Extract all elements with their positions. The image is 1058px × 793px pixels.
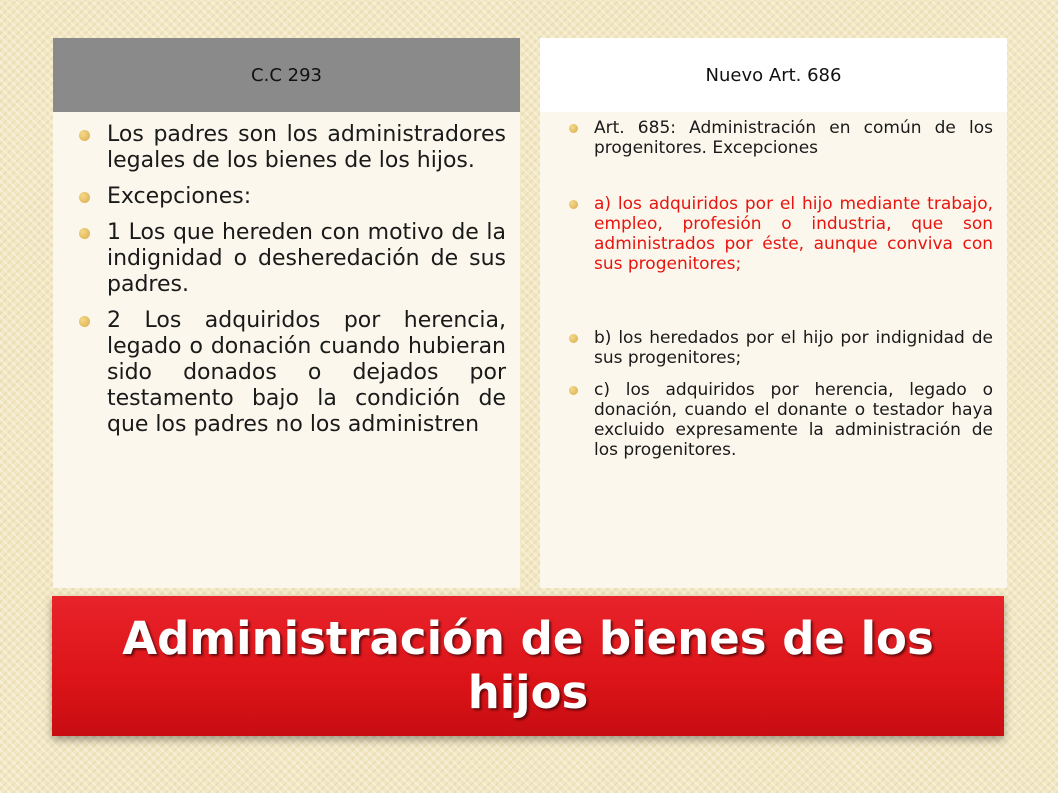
right-bullet-item: Art. 685: Administración en común de los progenitores. Excepciones	[594, 118, 993, 158]
left-bullet-item: 2 Los adquiridos por herencia, legado o donación cuando hubieran sido donados o dejados por testamento bajo la condición de que los padres no los administren	[107, 308, 506, 437]
right-column-header: Nuevo Art. 686	[540, 38, 1007, 112]
right-column	[540, 38, 1007, 588]
right-bullet-item-highlight: a) los adquiridos por el hijo mediante trabajo, empleo, profesión o industria, que son administrados por éste, aunque conviva con sus progenitores;	[594, 194, 993, 274]
title-bar	[52, 596, 1004, 736]
left-bullet-item: 1 Los que hereden con motivo de la indignidad o desheredación de sus padres.	[107, 220, 506, 297]
right-bullet-item: b) los heredados por el hijo por indignidad de sus progenitores;	[594, 328, 993, 368]
left-bullet-item: Los padres son los administradores legales de los bienes de los hijos.	[107, 122, 506, 173]
left-bullet-item: Excepciones:	[107, 184, 506, 210]
left-column	[53, 38, 520, 588]
right-bullet-item: c) los adquiridos por herencia, legado o donación, cuando el donante o testador haya excluido expresamente la administración de los progenitores.	[594, 380, 993, 460]
left-column-header: C.C 293	[53, 38, 520, 112]
right-bullet-list	[540, 112, 1007, 460]
slide-title: Administración de bienes de los hijos	[122, 612, 934, 719]
left-bullet-list	[53, 112, 520, 438]
